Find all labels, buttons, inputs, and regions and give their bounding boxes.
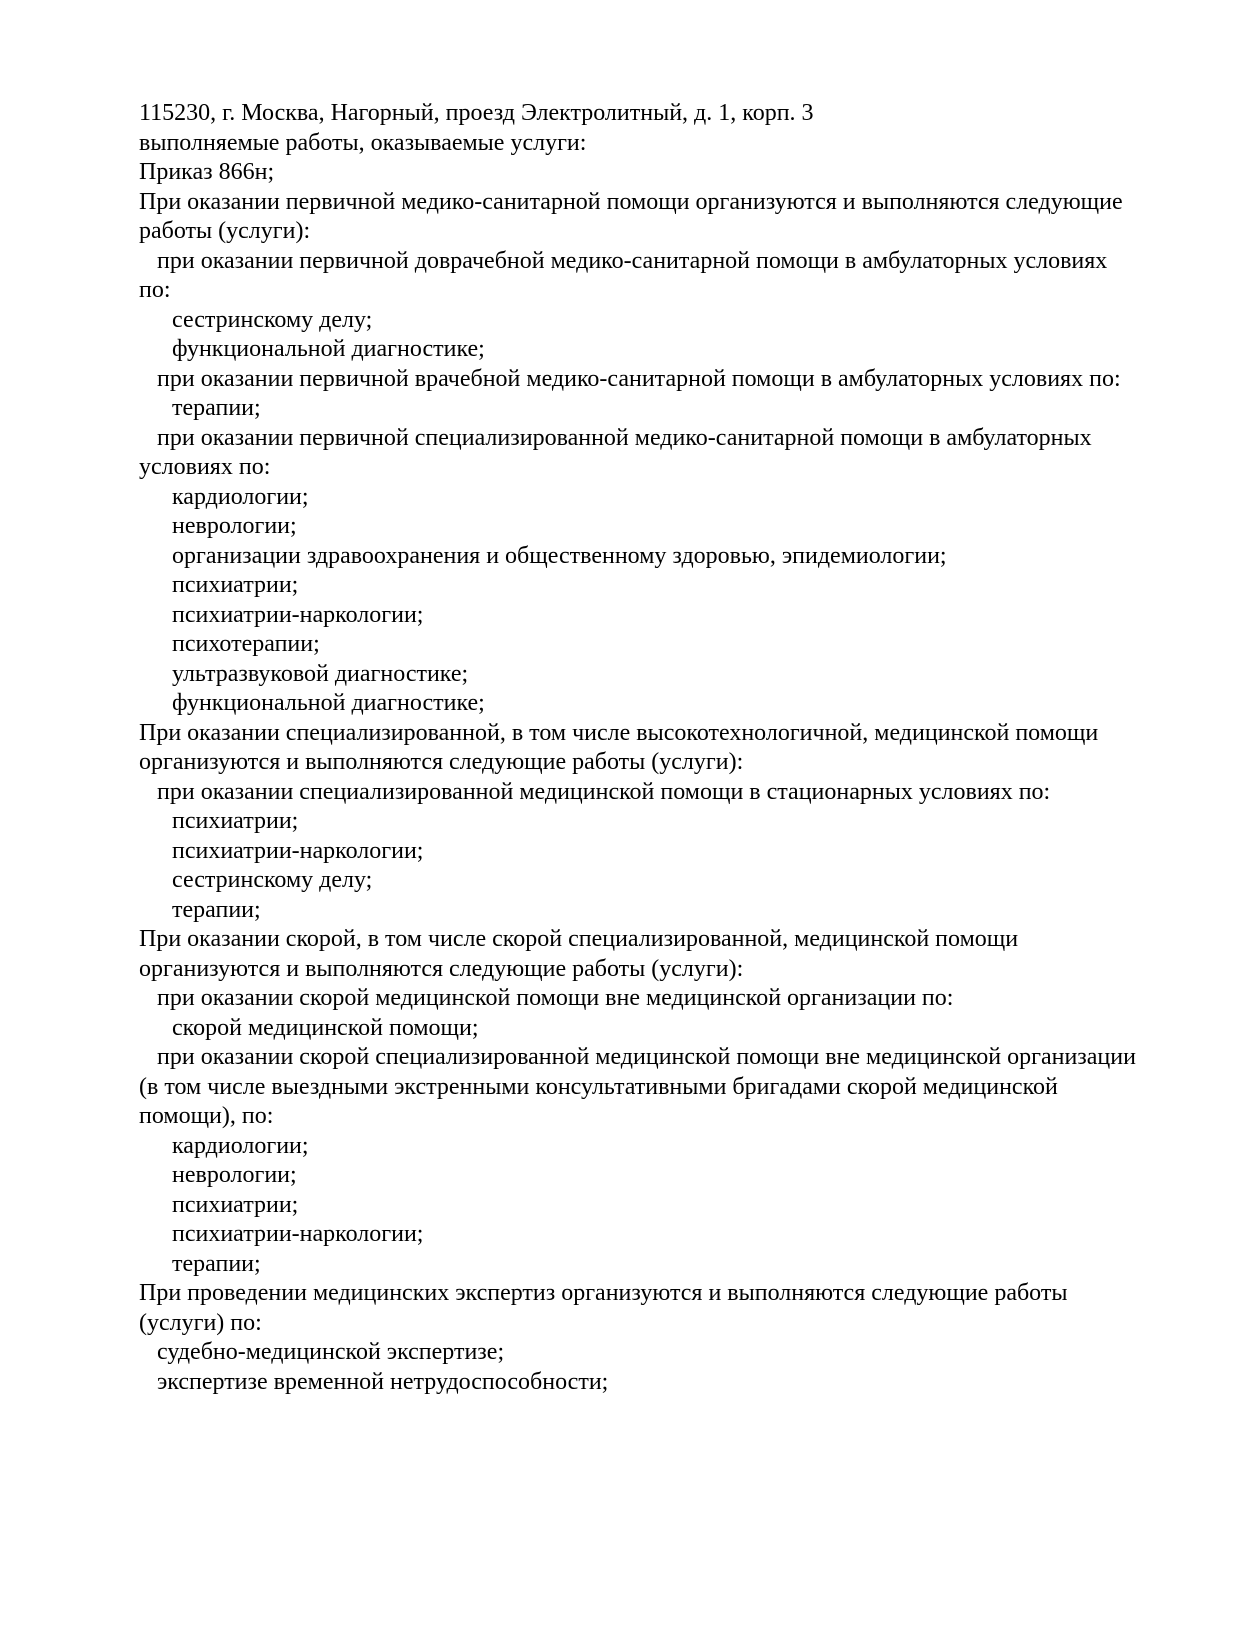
document-line: психиатрии-наркологии; <box>172 837 424 864</box>
document-text-block <box>139 99 1150 1397</box>
document-line: (в том числе выездными экстренными консультативными бригадами скорой медицинской <box>139 1073 1058 1100</box>
document-line: терапии; <box>172 896 261 923</box>
document-line: терапии; <box>172 395 261 421</box>
document-line: психиатрии; <box>172 1191 299 1218</box>
document-line: При оказании специализированной, в том числе высокотехнологичной, медицинской помощи <box>139 719 1099 746</box>
document-line: организации здравоохранения и общественному здоровью, эпидемиологии; <box>172 542 947 569</box>
document-line: организуются и выполняются следующие работы (услуги): <box>139 749 744 775</box>
document-line: по: <box>139 277 171 303</box>
document-line: при оказании первичной доврачебной медико-санитарной помощи в амбулаторных условиях <box>157 247 1108 274</box>
document-line: при оказании специализированной медицинской помощи в стационарных условиях по: <box>157 778 1051 805</box>
document-line: при оказании скорой специализированной медицинской помощи вне медицинской организации <box>157 1044 1136 1070</box>
document-line: 115230, г. Москва, Нагорный, проезд Электролитный, д. 1, корп. 3 <box>139 100 814 126</box>
document-line: функциональной диагностике; <box>172 690 485 716</box>
document-line: При оказании скорой, в том числе скорой специализированной, медицинской помощи <box>139 926 1019 952</box>
document-line: кардиологии; <box>172 1132 309 1159</box>
document-line: скорой медицинской помощи; <box>172 1014 479 1041</box>
document-line: психиатрии-наркологии; <box>172 601 424 628</box>
document-line: терапии; <box>172 1250 261 1277</box>
document-line: психиатрии; <box>172 808 299 834</box>
document-line: (услуги) по: <box>139 1309 262 1336</box>
document-line: При оказании первичной медико-санитарной помощи организуются и выполняются следующие <box>139 188 1123 215</box>
document-line: функциональной диагностике; <box>172 336 485 362</box>
document-line: судебно-медицинской экспертизе; <box>157 1339 505 1365</box>
document-line: ультразвуковой диагностике; <box>172 660 469 687</box>
document-line: помощи), по: <box>139 1103 274 1129</box>
document-line: экспертизе временной нетрудоспособности; <box>157 1368 609 1395</box>
document-line: сестринскому делу; <box>172 867 373 893</box>
document-line: кардиологии; <box>172 483 309 510</box>
document-line: психотерапии; <box>172 631 320 657</box>
document-line: психиатрии-наркологии; <box>172 1221 424 1247</box>
document-line: неврологии; <box>172 1162 297 1188</box>
document-line: сестринскому делу; <box>172 306 373 333</box>
document-line: условиях по: <box>139 454 271 480</box>
document-line: работы (услуги): <box>139 218 311 244</box>
document-line: Приказ 866н; <box>139 159 275 185</box>
document-line: При проведении медицинских экспертиз организуются и выполняются следующие работы <box>139 1280 1068 1306</box>
document-line: при оказании первичной врачебной медико-санитарной помощи в амбулаторных условиях по: <box>157 365 1121 392</box>
document-line: организуются и выполняются следующие работы (услуги): <box>139 955 744 982</box>
document-line: неврологии; <box>172 513 297 539</box>
document-line: психиатрии; <box>172 572 299 598</box>
document-line: при оказании первичной специализированной медико-санитарной помощи в амбулаторных <box>157 424 1092 451</box>
document-line: выполняемые работы, оказываемые услуги: <box>139 129 587 156</box>
document-line: при оказании скорой медицинской помощи вне медицинской организации по: <box>157 985 954 1011</box>
